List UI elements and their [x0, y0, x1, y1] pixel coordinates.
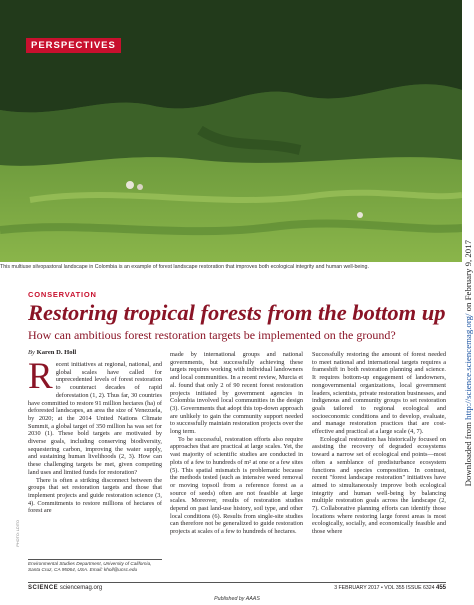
drop-cap: R	[28, 356, 53, 397]
issue-info: 3 FEBRUARY 2017 • VOL 355 ISSUE 6324	[334, 585, 435, 591]
byline	[28, 349, 76, 356]
column-1	[28, 356, 162, 515]
download-notice	[463, 240, 473, 486]
photo-credit: PHOTO: LDITO	[16, 520, 20, 547]
paragraph: To be successful, restoration efforts also require approaches that are practical at large scales. Yet, the vast majority of scientific studies are conducted in plots of a few to hundreds of m² at one or a few sites (5). This spatial mismatch is problematic because the methods tested (such as intensive weed removal or moving topsoil from a reference forest as a source of seeds) often are not feasible at large scales. Moreover, results of restoration studies depend on past land-use history, soil type, and other local conditions (6). Results from single-site studies can therefore not be generalized to guide restoration projects at scales of a few to hundreds of hectares.	[170, 435, 303, 536]
paragraph: Ecological restoration has historically focused on assisting the recovery of degraded ecosystems toward a narrow set of ecological end points—most often a semblance of predisturbance ecosystem functions and species composition. In contrast, recent "forest landscape restoration" initiatives have aimed to simultaneously improve both ecological integrity and human well-being by balancing multiple restoration goals across the landscape (2, 7). Collaborative planning efforts can identify those locations where restoring large forest areas is most ecologically, socially, and economically feasible and those where	[312, 435, 446, 536]
column-2	[170, 351, 303, 536]
paragraph: There is often a striking disconnect between the groups that set restoration targets and those that implement projects and guide restoration science (3, 4). Commitments to restore millions of hectares of forest are	[28, 476, 162, 515]
column-3	[312, 351, 446, 536]
photo-caption: This multiuse silvopastoral landscape in Colombia is an example of forest landscape restoration that improves both ecological integrity and human well-being.	[0, 264, 369, 270]
download-prefix: Downloaded from	[463, 419, 473, 487]
publisher-note: Published by AAAS	[214, 596, 260, 602]
paragraph: Successfully restoring the amount of forest needed to meet national and international targets requires a frameshift in both restoration planning and science. It requires bottom-up engagement of landowners, nongovernmental organizations, local government leaders, scientists, private restoration businesses, and indigenous and community groups to set restoration goals tailored to regional ecological and socioeconomic conditions and to develop, evaluate, and manage restoration practices that are cost-effective and practical at a large scale (4, 7).	[312, 351, 446, 436]
paragraph	[28, 356, 162, 477]
page-number: 455	[435, 585, 446, 591]
affiliation-divider	[28, 559, 162, 560]
footer-issue	[334, 585, 446, 591]
download-url-link[interactable]: http://science.sciencemag.org/	[463, 313, 473, 420]
perspectives-badge: PERSPECTIVES	[26, 38, 121, 53]
journal-name: SCIENCE	[28, 585, 59, 591]
article-subtitle: How can ambitious forest restoration targets be implemented on the ground?	[28, 328, 396, 342]
paragraph: made by international groups and national governments, but successfully achieving these targets requires working with individual landowners and local communities. In a recent review, Murcia et al. found that only 2 of 90 recent forest restoration projects initiated by government agencies in Colombia involved local communities in the design (3). Governments that adopt this top-down approach are unlikely to gain the community support needed to successfully maintain restoration projects over the long term.	[170, 351, 303, 436]
byline-prefix: By	[28, 349, 37, 356]
author-name: Karen D. Holl	[36, 349, 77, 356]
journal-site[interactable]: sciencemag.org	[59, 585, 103, 591]
section-label: CONSERVATION	[28, 290, 97, 299]
download-date: on February 9, 2017	[463, 240, 473, 314]
article-title: Restoring tropical forests from the bottom up	[28, 300, 446, 325]
author-affiliation: Environmental Studies Department, University of California, Santa Cruz, CA 95064, USA. Email: kholl@ucsc.edu	[28, 561, 152, 572]
paragraph-text: ecent initiatives at regional, national, and global scales have called for unprecedented levels of forest restoration to counteract decades of rapid deforestation (1, 2). Thus far, 30 countries have committed to restore 91 million hectares (ha) of deforested landscapes, an area the size of Venezuela, by 2020; at the 2014 United Nations Climate Summit, a global target of 350 million ha was set for 2030 (1). These bold targets are motivated by diverse goals, including conserving biodiversity, sequestering carbon, improving the water supply, and sustaining human livelihoods (2, 3). How can these challenging targets be met, given competing land uses and limited funds for restoration?	[28, 361, 162, 476]
footer-divider	[28, 582, 446, 583]
footer-journal	[28, 585, 102, 591]
